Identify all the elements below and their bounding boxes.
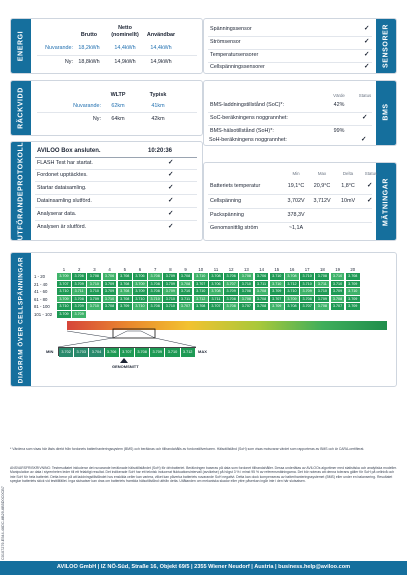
grid-column-header: 10	[198, 267, 204, 272]
voltage-scale-bar	[67, 321, 387, 330]
cell-voltage-value: 3.710	[87, 303, 102, 310]
cell-voltage-value: 3.709	[118, 303, 133, 310]
zoom-scale-value: 3.710	[165, 348, 180, 357]
cell-voltage-value: 3.708	[209, 288, 224, 295]
cell-voltage-value: 3.710	[270, 281, 285, 288]
measurements-band: MÄTNINGAR	[376, 163, 396, 240]
range-band: RÄCKVIDD	[11, 81, 31, 135]
zoom-scale-value: 3.706	[105, 348, 120, 357]
zoom-scale-value: 3.708	[135, 348, 150, 357]
protocol-band: UTFÖRANDEPROTOKOLL	[11, 142, 31, 240]
cell-voltage-value: 3.710	[103, 296, 118, 303]
protocol-step-2: Fordonet upptäcktes.	[37, 172, 88, 178]
bms-soc-accuracy-label: SoC-beräkningens noggrannhet:	[210, 115, 288, 121]
cell-voltage-value: 3.708	[285, 303, 300, 310]
bms-card	[203, 80, 397, 143]
meas-cell-delta: 10mV	[340, 198, 356, 204]
bms-soc-accuracy-check: ✓	[362, 114, 368, 121]
zoom-scale	[58, 347, 196, 356]
cell-voltage-value: 3.706	[224, 273, 239, 280]
cell-voltage-value: 3.706	[103, 273, 118, 280]
zoom-scale-value: 3.704	[89, 348, 104, 357]
cell-voltage-value: 3.707	[239, 303, 254, 310]
range-new-wltp: 64km	[111, 116, 125, 122]
meas-cell-min: 3,702V	[287, 198, 305, 204]
cell-voltage-value: 3.707	[270, 296, 285, 303]
grid-column-header: 11	[213, 267, 219, 272]
scale-min-label: MIN	[46, 349, 54, 354]
zoom-scale-value: 3.707	[120, 348, 135, 357]
cell-voltage-value: 3.708	[148, 288, 163, 295]
protocol-step-3-check: ✓	[168, 184, 174, 191]
cell-voltage-value: 3.708	[315, 303, 330, 310]
cell-voltage-value: 3.708	[300, 296, 315, 303]
cell-voltage-value: 3.711	[315, 281, 330, 288]
cell-voltage-value: 3.709	[285, 296, 300, 303]
cell-voltage-value: 3.708	[118, 273, 133, 280]
cell-voltage-value: 3.708	[224, 296, 239, 303]
cell-voltage-value: 3.708	[239, 288, 254, 295]
energy-current-gross: 18,2kWh	[78, 45, 100, 51]
measurements-card	[203, 162, 397, 241]
meas-current-min: ~1,1A	[288, 225, 304, 231]
cell-voltage-value: 3.709	[72, 303, 87, 310]
energy-new-label: Ny:	[64, 59, 73, 65]
cell-voltage-value: 3.710	[133, 303, 148, 310]
meas-col-max: Max	[317, 171, 327, 176]
grid-row-label: 61 - 80	[34, 296, 48, 302]
grid-column-header: 1	[62, 267, 66, 272]
disclaimer: ANSVARSFRISKRIVNING: Testresultatet inkluderar det nuvarande beräknade hälsotillståndet (SoH) för drivbatteriet. Beräkningen baseras på data som fordonet tillhandahåller. Dessa underlätas av AVILOOs algoritmer med statistiska och analytiska modeller. Manipulation av data i styrenheten leder till ett felaktigt resultat. Det indikerade SoH har ett teknisk inducerat fluktuationsintervall (avvikelse) på högst 3 % i minst 95 % av referensmätningarna. Det bör noteras att denna tolerans gäller för SoH på cellnivå och inte SoH för hela batteriet. Detta beror på att laddningstillståndet hos enskilda celler kan variera, vilket kan påverka batteriets nuvarande SoH negativt. Detta kan dock kompenseras av batterihanteringssystemet (BMS) eller under en balansering. Resultatet speglar batteriets skick vid testtillfället. Inga slutsatser kan dras om batteriets framtida hälsotillstånd utifrån detta. Utlåtanden om mekaniska skador eller yttre påverkan ingår inte i den här slutsatsen.	[10, 466, 397, 484]
cell-voltage-value: 3.709	[57, 311, 72, 318]
cell-voltage-value: 3.706	[133, 273, 148, 280]
grid-column-header: 9	[184, 267, 187, 272]
energy-col-usable: Användbar	[146, 32, 176, 38]
range-current-label: Nuvarande:	[73, 103, 101, 109]
cell-voltage-value: 3.709	[300, 288, 315, 295]
grid-column-header: 18	[320, 267, 325, 272]
cell-voltage-value: 3.708	[209, 273, 224, 280]
footer	[0, 561, 407, 575]
bms-soh-value: 99%	[333, 128, 345, 134]
range-new-typical: 42km	[151, 116, 165, 122]
sensors-card	[203, 18, 397, 74]
cell-voltage-value: 3.708	[72, 296, 87, 303]
cell-voltage-value: 3.710	[270, 273, 285, 280]
cell-voltage-value: 3.710	[57, 288, 72, 295]
cell-voltage-value: 3.710	[179, 288, 194, 295]
range-col-typical: Typisk	[149, 92, 167, 98]
cell-voltage-value: 3.707	[194, 281, 209, 288]
cell-voltage-value: 3.708	[148, 303, 163, 310]
scale-average-label: GENOMSNITT	[112, 364, 139, 369]
cell-voltage-value: 3.708	[118, 296, 133, 303]
cell-voltage-value: 3.710	[239, 281, 254, 288]
sensor-cell-voltage: Cellspänningssensorer	[210, 64, 265, 70]
energy-col-gross: Brutto	[80, 32, 98, 38]
cell-voltage-value: 3.706	[72, 273, 87, 280]
bms-soh-accuracy-label: SoH-beräkningens noggrannhet:	[209, 137, 287, 143]
cell-voltage-value: 3.709	[315, 296, 330, 303]
cell-voltage-value: 3.710	[194, 273, 209, 280]
grid-column-header: 3	[93, 267, 96, 272]
range-col-wltp: WLTP	[110, 92, 126, 98]
cell-voltage-value: 3.708	[224, 303, 239, 310]
sensor-current-check: ✓	[364, 38, 370, 45]
cell-voltage-value: 3.708	[148, 281, 163, 288]
cell-voltage-value: 3.708	[194, 303, 209, 310]
zoom-scale-value: 3.702	[59, 348, 74, 357]
cell-voltage-value: 3.708	[179, 273, 194, 280]
cell-voltage-value: 3.709	[163, 281, 178, 288]
sensor-cell-voltage-check: ✓	[364, 63, 370, 70]
cell-voltage-value: 3.710	[57, 303, 72, 310]
energy-col-net-l1: Netto	[118, 25, 132, 31]
meas-cell-check: ✓	[367, 197, 373, 204]
cell-voltage-value: 3.708	[255, 296, 270, 303]
grid-column-header: 7	[153, 267, 157, 272]
grid-column-header: 6	[138, 267, 142, 272]
grid-column-header: 20	[350, 267, 356, 272]
cell-voltage-value: 3.707	[179, 303, 194, 310]
cell-voltage-value: 3.708	[331, 296, 346, 303]
bms-soh-accuracy-check: ✓	[361, 136, 367, 143]
grid-column-header: 16	[289, 267, 295, 272]
meas-temp-check: ✓	[367, 182, 373, 189]
cell-voltage-value: 3.708	[239, 273, 254, 280]
cell-voltage-value: 3.712	[285, 281, 300, 288]
cell-voltage-value: 3.708	[148, 273, 163, 280]
bms-soc-label: BMS-laddningstillstånd (SoC)*:	[210, 102, 285, 108]
grid-row-label: 81 - 100	[34, 304, 50, 310]
cell-voltage-value: 3.709	[331, 288, 346, 295]
energy-current-usable: 14,4kWh	[150, 45, 172, 51]
meas-cell-max: 3,712V	[313, 198, 331, 204]
cell-voltage-value: 3.712	[194, 296, 209, 303]
cell-voltage-value: 3.711	[72, 288, 87, 295]
cell-voltage-value: 3.711	[255, 281, 270, 288]
cell-voltage-value: 3.707	[57, 281, 72, 288]
meas-temp-label: Batteriets temperatur	[210, 183, 261, 189]
grid-row-label: 41 - 60	[34, 289, 48, 295]
cell-voltage-value: 3.710	[331, 273, 346, 280]
meas-temp-min: 19,1°C	[287, 183, 305, 189]
bms-soc-value: 42%	[333, 102, 345, 108]
cell-voltage-value: 3.710	[163, 303, 178, 310]
meas-col-delta: Delta	[342, 171, 354, 176]
energy-card	[10, 18, 203, 74]
cell-voltage-value: 3.707	[331, 303, 346, 310]
protocol-step-1-check: ✓	[168, 159, 174, 166]
protocol-time: 10:20:36	[148, 148, 173, 154]
cell-voltage-value: 3.708	[239, 296, 254, 303]
range-current-wltp: 62km	[111, 103, 125, 109]
grid-row-label: 21 - 40	[34, 281, 48, 287]
meas-current-label: Genomsnittlig ström	[210, 225, 258, 231]
cell-voltage-value: 3.710	[300, 281, 315, 288]
grid-column-header: 2	[77, 267, 81, 272]
protocol-step-4: Datainsamling slutförd.	[37, 198, 92, 204]
cell-voltage-value: 3.708	[118, 281, 133, 288]
cell-voltage-value: 3.708	[179, 281, 194, 288]
protocol-step-3: Startar dataisamling.	[37, 185, 87, 191]
meas-temp-delta: 1,8°C	[341, 183, 355, 189]
cell-voltage-value: 3.709	[346, 296, 361, 303]
sensor-temperature: Temperatursensorer	[210, 52, 259, 58]
cell-voltage-value: 3.710	[315, 288, 330, 295]
cell-voltage-value: 3.708	[285, 273, 300, 280]
sensor-voltage: Spänningssensor	[210, 26, 252, 32]
cell-voltage-value: 3.710	[87, 288, 102, 295]
meas-col-min: Min	[292, 171, 300, 176]
grid-row-label: 1 - 20	[34, 274, 45, 279]
energy-new-usable: 14,9kWh	[150, 59, 172, 65]
energy-col-net-l2: (nominellt)	[111, 32, 139, 38]
meas-pack-min: 378,3V	[287, 212, 305, 218]
cell-voltage-value: 3.709	[163, 273, 178, 280]
bms-soh-label: BMS-hälsotillstånd (SoH)*:	[210, 128, 274, 134]
cell-voltage-value: 3.709	[72, 311, 87, 318]
cell-voltage-value: 3.709	[103, 288, 118, 295]
grid-column-header: 17	[304, 267, 310, 272]
cell-voltage-value: 3.710	[148, 296, 163, 303]
cell-voltage-value: 3.709	[133, 281, 148, 288]
cell-voltage-value: 3.707	[300, 303, 315, 310]
cell-voltage-value: 3.710	[87, 281, 102, 288]
protocol-step-4-check: ✓	[168, 197, 174, 204]
cell-voltage-value: 3.709	[270, 303, 285, 310]
cell-voltage-value: 3.710	[194, 288, 209, 295]
cell-voltage-value: 3.711	[209, 296, 224, 303]
grid-column-header: 13	[244, 267, 249, 272]
cell-voltage-value: 3.708	[255, 288, 270, 295]
grid-column-header: 4	[108, 267, 111, 272]
grid-column-header: 5	[123, 267, 126, 272]
cell-voltage-value: 3.709	[133, 288, 148, 295]
sensors-band: SENSORER	[376, 19, 396, 73]
cell-voltage-value: 3.709	[72, 281, 87, 288]
cell-voltage-value: 3.708	[346, 273, 361, 280]
cell-voltage-value: 3.710	[285, 288, 300, 295]
range-card	[10, 80, 203, 136]
cell-voltage-value: 3.709	[346, 281, 361, 288]
document-code: C0107279-E544-46DC-8B29-6B5D0C0CB7	[1, 486, 5, 560]
energy-new-net: 14,9kWh	[114, 59, 136, 65]
cell-diagram-band: DIAGRAM ÖVER CELLSPÄNNINGAR	[11, 253, 31, 386]
energy-new-gross: 18,8kWh	[78, 59, 100, 65]
energy-band: ENERGI	[11, 19, 31, 73]
protocol-step-5: Analyserar data.	[37, 211, 77, 217]
cell-voltage-value: 3.710	[300, 273, 315, 280]
bms-col-status: Status	[358, 93, 372, 98]
footer-text: AVILOO GmbH | IZ NÖ-Süd, Straße 16, Objekt 69/5 | 2355 Wiener Neudorf | Austria | business.help@aviloo.com	[56, 564, 351, 570]
cell-voltage-value: 3.710	[331, 281, 346, 288]
meas-col-status: Status	[364, 171, 378, 176]
cell-voltage-value: 3.708	[118, 288, 133, 295]
cell-voltage-value: 3.711	[179, 296, 194, 303]
cell-voltage-value: 3.710	[133, 296, 148, 303]
cell-voltage-value: 3.708	[103, 303, 118, 310]
zoom-scale-value: 3.712	[181, 348, 196, 357]
protocol-step-6-check: ✓	[168, 223, 174, 230]
bms-band: BMS	[376, 81, 396, 142]
protocol-card	[10, 141, 203, 241]
grid-column-header: 15	[274, 267, 280, 272]
sensor-temperature-check: ✓	[364, 51, 370, 58]
cell-voltage-value: 3.709	[57, 273, 72, 280]
zoom-scale-value: 3.703	[74, 348, 89, 357]
cell-voltage-value: 3.710	[346, 288, 361, 295]
cell-voltage-value: 3.709	[87, 296, 102, 303]
footnote: * Värdena som visas här lästs direkt från fordonets batterihanteringssystem (BMS) och beräknas och tillhandahålls av fordonstillverkaren. Hälsotillstånd (SoH) som visas motsvarar värdet som rapporteras av BMS och är CARA-certifierat.	[10, 447, 365, 451]
grid-column-header: 19	[335, 267, 340, 272]
meas-pack-label: Packspänning	[210, 212, 244, 218]
cell-voltage-value: 3.709	[270, 288, 285, 295]
cell-voltage-value: 3.708	[255, 303, 270, 310]
cell-voltage-value: 3.708	[315, 273, 330, 280]
protocol-step-2-check: ✓	[168, 171, 174, 178]
scale-max-label: MAX	[198, 349, 207, 354]
meas-temp-max: 20,9°C	[313, 183, 331, 189]
protocol-step-6: Analysen är slutförd.	[37, 224, 87, 230]
cell-voltage-value: 3.709	[103, 281, 118, 288]
bms-col-value: Värde	[333, 93, 345, 98]
range-current-typical: 41km	[151, 103, 165, 109]
sensor-voltage-check: ✓	[364, 25, 370, 32]
zoom-scale-value: 3.709	[150, 348, 165, 357]
cell-voltage-value: 3.709	[224, 288, 239, 295]
cell-voltage-value: 3.706	[255, 273, 270, 280]
energy-current-net: 14,4kWh	[114, 45, 136, 51]
cell-voltage-value: 3.706	[209, 281, 224, 288]
range-new-label: Ny:	[92, 116, 101, 122]
protocol-step-1: FLASH Test har startat.	[37, 160, 93, 166]
protocol-title: AVILOO Box ansluten.	[37, 148, 101, 154]
cell-voltage-value: 3.709	[163, 288, 178, 295]
cell-voltage-value: 3.708	[87, 273, 102, 280]
sensor-current: Strömsensor	[210, 39, 241, 45]
cell-voltage-value: 3.710	[163, 296, 178, 303]
grid-column-header: 12	[228, 267, 234, 272]
cell-voltage-value: 3.709	[346, 303, 361, 310]
meas-cell-label: Cellspänning	[210, 198, 242, 204]
cell-voltage-value: 3.707	[224, 281, 239, 288]
grid-column-header: 8	[169, 267, 172, 272]
cell-voltage-value: 3.709	[57, 296, 72, 303]
energy-current-label: Nuvarande:	[45, 45, 73, 51]
grid-row-label: 101 - 102	[34, 312, 53, 317]
grid-column-header: 14	[259, 267, 264, 272]
cell-voltage-value: 3.707	[209, 303, 224, 310]
protocol-step-5-check: ✓	[168, 210, 174, 217]
